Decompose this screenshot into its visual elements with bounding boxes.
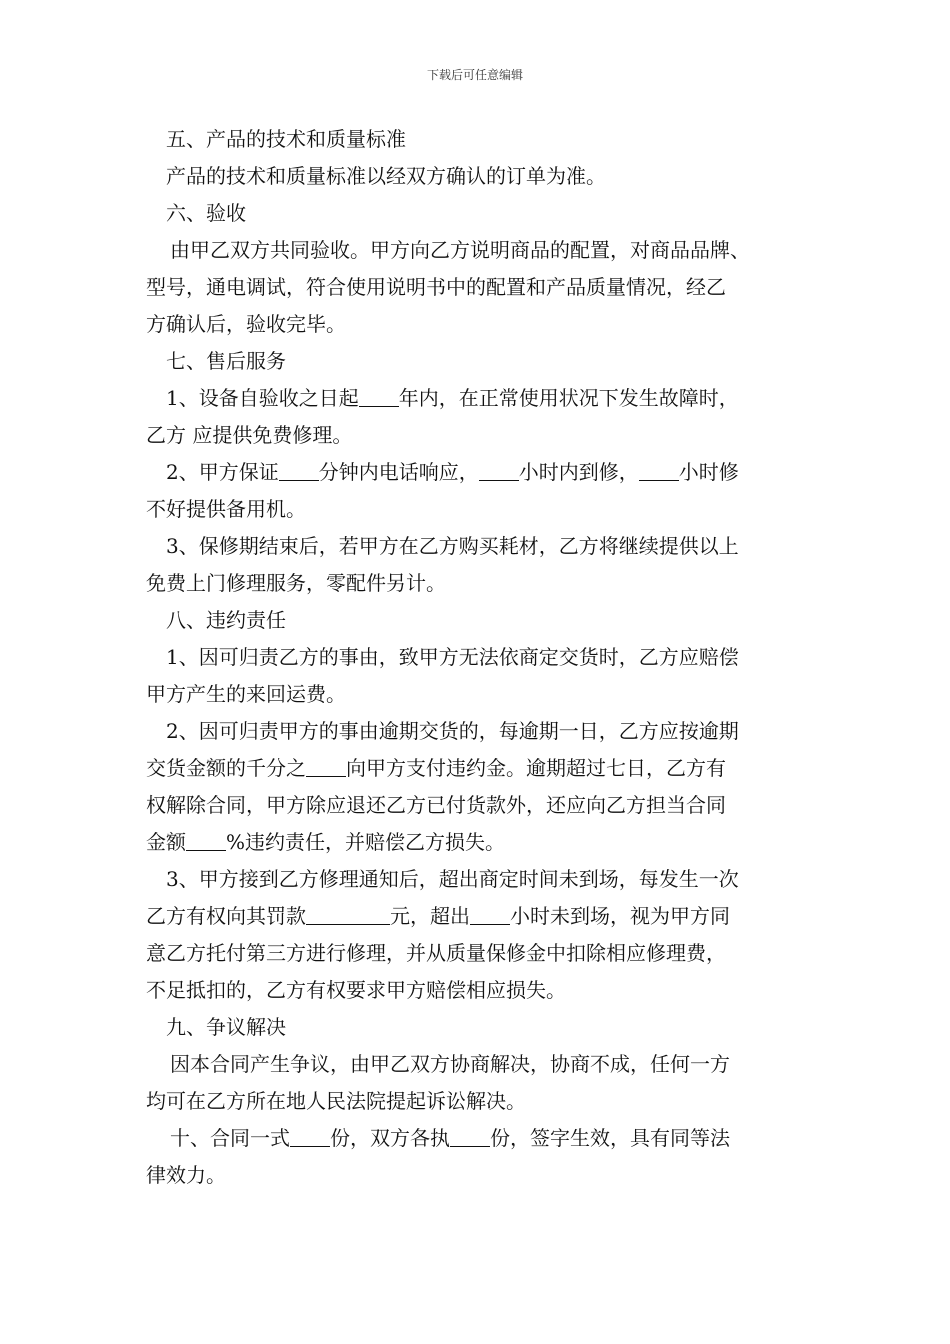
text-segment: 交货金额的千分之	[146, 756, 306, 780]
section-9-paragraph-line-2: 均可在乙方所在地人民法院提起诉讼解决。	[146, 1089, 526, 1113]
text-segment: 分钟内电话响应，	[318, 460, 479, 484]
section-8-item-3-line-2	[146, 898, 816, 935]
section-7-item-3-line-2: 免费上门修理服务，零配件另计。	[146, 571, 446, 595]
section-7-heading: 七、售后服务	[166, 349, 286, 373]
section-8-item-2-line-3: 权解除合同，甲方除应退还乙方已付货款外，还应向乙方担当合同	[146, 793, 726, 817]
section-8-item-1-line-2: 甲方产生的来回运费。	[146, 682, 346, 706]
section-8-item-3-line-3: 意乙方托付第三方进行修理，并从质量保修金中扣除相应修理费，	[146, 941, 726, 965]
section-8-item-2-line-4	[146, 824, 816, 861]
text-segment: 元，超出	[390, 904, 470, 928]
section-6-paragraph-line-1: 由甲乙双方共同验收。甲方向乙方说明商品的配置，对商品品牌、	[170, 238, 750, 262]
text-segment: 年内，在正常使用状况下发生故障时，	[398, 386, 739, 410]
section-8-item-2-line-1: 2、因可归责甲方的事由逾期交货的，每逾期一日，乙方应按逾期	[166, 719, 739, 743]
text-segment: 小时内到修，	[518, 460, 639, 484]
section-10-line-1	[146, 1120, 816, 1157]
fill-in-blank-minutes[interactable]	[279, 460, 319, 481]
section-7-item-2-line-1	[146, 454, 816, 491]
section-6-heading: 六、验收	[166, 201, 246, 225]
text-segment: 份，双方各执	[330, 1126, 450, 1150]
fill-in-blank-percent[interactable]	[186, 830, 226, 851]
text-segment: 乙方有权向其罚款	[146, 904, 306, 928]
text-segment: 小时修	[678, 460, 739, 484]
text-segment: 小时未到场，视为甲方同	[510, 904, 730, 928]
section-10-line-2: 律效力。	[146, 1163, 226, 1187]
contract-body	[146, 121, 816, 1194]
section-5-heading: 五、产品的技术和质量标准	[166, 127, 406, 151]
section-7-item-3-line-1: 3、保修期结束后，若甲方在乙方购买耗材，乙方将继续提供以上	[166, 534, 739, 558]
fill-in-blank-hours-arrive[interactable]	[479, 460, 519, 481]
fill-in-blank-per-mille[interactable]	[306, 756, 346, 777]
text-segment: 向甲方支付违约金。逾期超过七日，乙方有	[346, 756, 726, 780]
text-segment: 2、甲方保证	[166, 460, 279, 484]
section-9-paragraph-line-1: 因本合同产生争议，由甲乙双方协商解决，协商不成，任何一方	[170, 1052, 730, 1076]
section-7-item-1-line-2: 乙方 应提供免费修理。	[146, 423, 353, 447]
section-5-paragraph: 产品的技术和质量标准以经双方确认的订单为准。	[166, 164, 606, 188]
text-segment: 份，签字生效，具有同等法	[490, 1126, 730, 1150]
text-segment: 1、设备自验收之日起	[166, 386, 359, 410]
fill-in-blank-years[interactable]	[359, 386, 399, 407]
fill-in-blank-hours-repair[interactable]	[639, 460, 679, 481]
section-8-item-1-line-1: 1、因可归责乙方的事由，致甲方无法依商定交货时，乙方应赔偿	[166, 645, 739, 669]
section-7-item-1-line-1	[146, 380, 816, 417]
section-8-item-3-line-4: 不足抵扣的，乙方有权要求甲方赔偿相应损失。	[146, 978, 566, 1002]
section-8-item-3-line-1: 3、甲方接到乙方修理通知后，超出商定时间未到场，每发生一次	[166, 867, 739, 891]
text-segment: 十、合同一式	[170, 1126, 290, 1150]
fill-in-blank-fine-amount[interactable]	[306, 904, 390, 925]
section-7-item-2-line-2: 不好提供备用机。	[146, 497, 306, 521]
text-segment: 金额	[146, 830, 186, 854]
section-6-paragraph-line-3: 方确认后，验收完毕。	[146, 312, 346, 336]
section-8-item-2-line-2	[146, 750, 816, 787]
fill-in-blank-copies-each[interactable]	[450, 1126, 490, 1147]
fill-in-blank-copies[interactable]	[290, 1126, 330, 1147]
page-header: 下载后可任意编辑	[426, 68, 523, 82]
fill-in-blank-overdue-hours[interactable]	[470, 904, 510, 925]
section-9-heading: 九、争议解决	[166, 1015, 286, 1039]
section-8-heading: 八、违约责任	[166, 608, 286, 632]
section-6-paragraph-line-2: 型号，通电调试，符合使用说明书中的配置和产品质量情况，经乙	[146, 275, 726, 299]
text-segment: %违约责任，并赔偿乙方损失。	[226, 830, 506, 854]
